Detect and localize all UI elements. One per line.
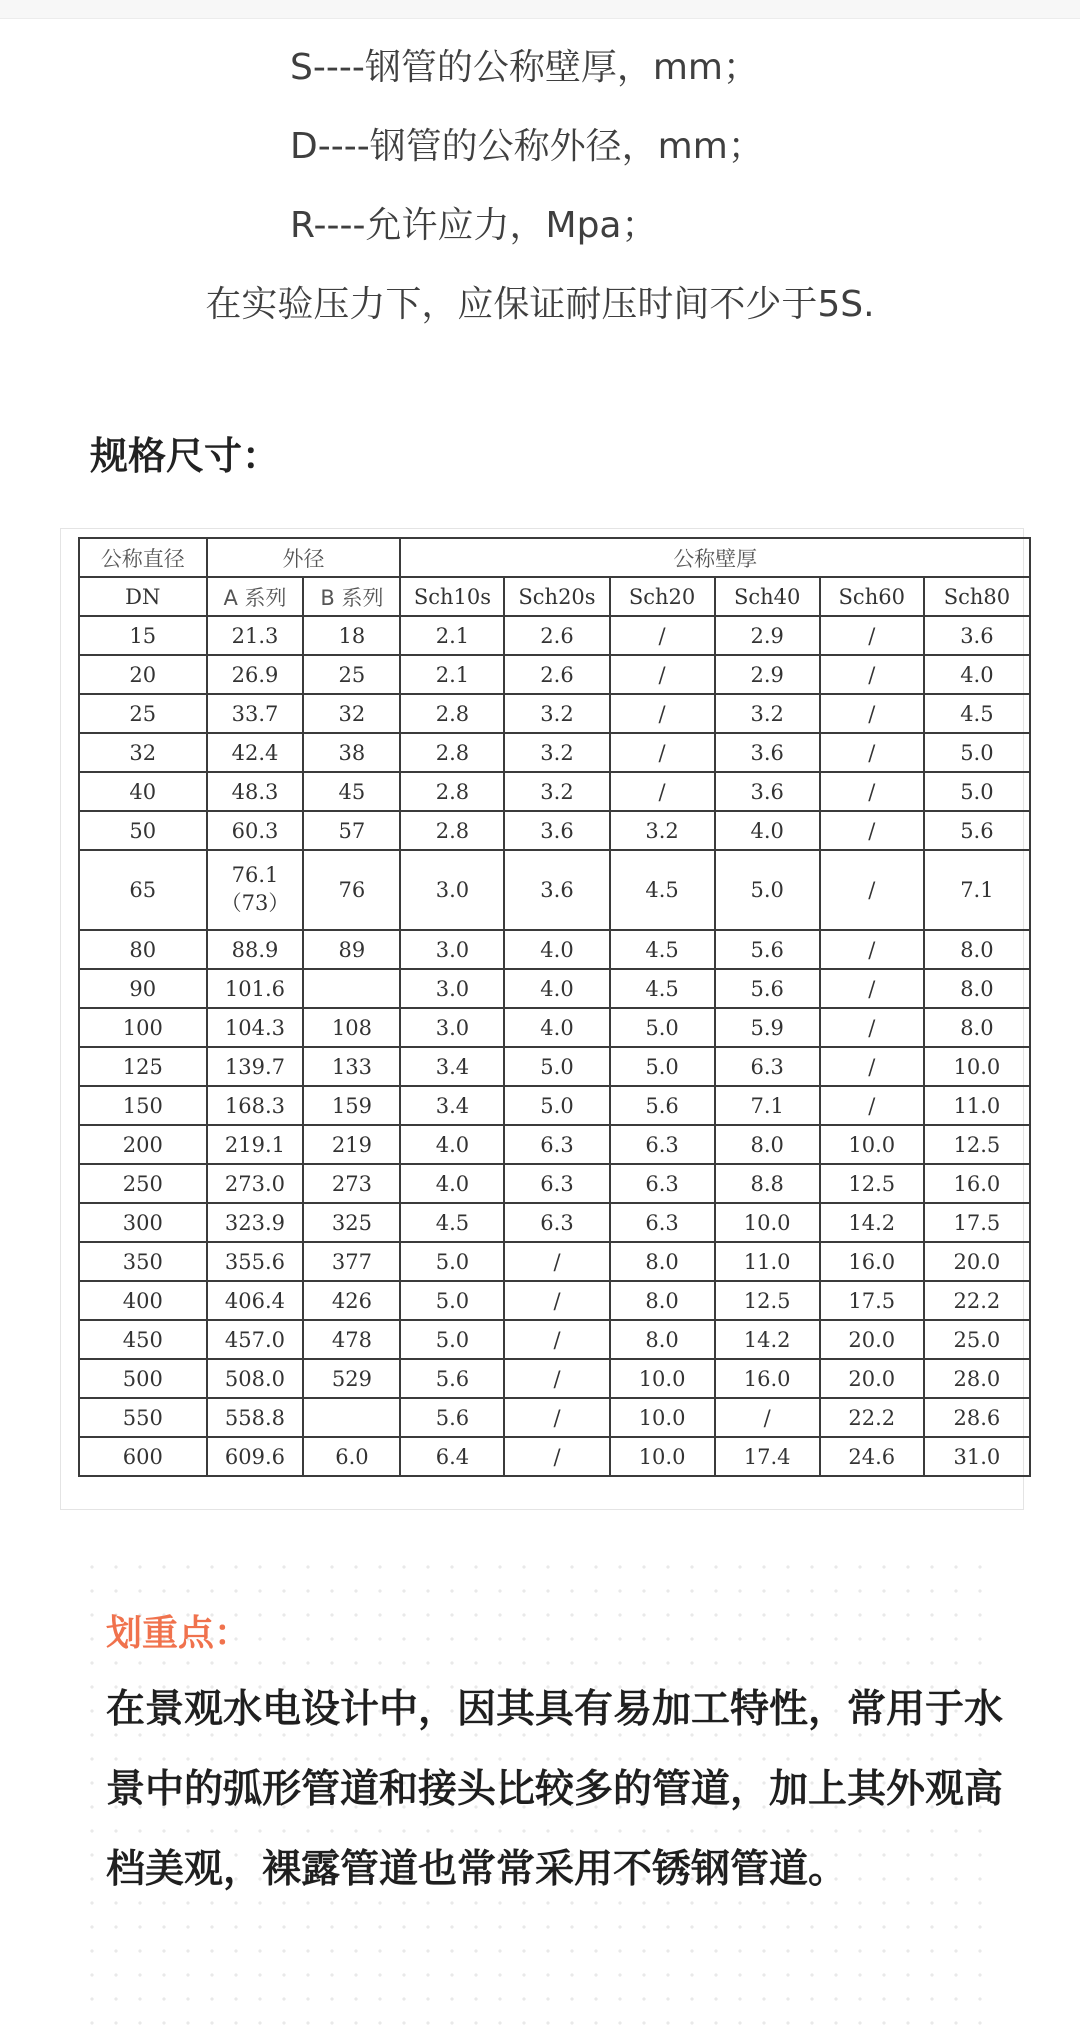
table-cell: 5.0	[400, 1320, 504, 1359]
table-cell: 3.6	[504, 811, 609, 850]
table-cell: 8.0	[924, 1008, 1030, 1047]
table-cell: 5.6	[610, 1086, 715, 1125]
table-cell: 2.8	[400, 772, 504, 811]
table-cell: 6.3	[610, 1203, 715, 1242]
table-cell: 10.0	[820, 1125, 924, 1164]
table-cell: 31.0	[924, 1437, 1030, 1476]
table-cell: 20.0	[820, 1320, 924, 1359]
table-cell: 609.6	[207, 1437, 304, 1476]
table-cell: 89	[303, 930, 400, 969]
table-cell: 5.9	[715, 1008, 820, 1047]
table-cell	[303, 969, 400, 1008]
table-cell: 273.0	[207, 1164, 304, 1203]
spec-table	[78, 537, 1031, 1477]
table-cell: 5.0	[924, 733, 1030, 772]
table-cell: 3.0	[400, 850, 504, 930]
table-cell: 8.0	[610, 1281, 715, 1320]
table-cell: 10.0	[610, 1398, 715, 1437]
definitions	[0, 28, 1080, 344]
table-cell: /	[820, 811, 924, 850]
table-row	[79, 969, 1030, 1008]
table-cell: 300	[79, 1203, 207, 1242]
table-row	[79, 1320, 1030, 1359]
table-cell: 16.0	[820, 1242, 924, 1281]
table-cell: 2.9	[715, 616, 820, 655]
table-cell: 8.0	[610, 1320, 715, 1359]
header-cell: Sch80	[924, 577, 1030, 616]
table-cell: 10.0	[610, 1437, 715, 1476]
table-cell: 478	[303, 1320, 400, 1359]
table-cell: /	[820, 850, 924, 930]
table-cell	[303, 1398, 400, 1437]
table-cell: 5.6	[924, 811, 1030, 850]
table-cell: /	[820, 616, 924, 655]
table-cell: 100	[79, 1008, 207, 1047]
table-cell: /	[820, 655, 924, 694]
table-cell: 2.6	[504, 655, 609, 694]
table-cell: 5.6	[400, 1398, 504, 1437]
table-cell: 6.3	[504, 1164, 609, 1203]
table-cell: 42.4	[207, 733, 304, 772]
header-cell: Sch10s	[400, 577, 504, 616]
table-cell: 22.2	[820, 1398, 924, 1437]
table-cell: 4.0	[715, 811, 820, 850]
table-cell: 8.0	[610, 1242, 715, 1281]
table-cell: /	[504, 1242, 609, 1281]
table-cell: /	[610, 733, 715, 772]
table-cell: 48.3	[207, 772, 304, 811]
table-cell: 4.5	[610, 969, 715, 1008]
table-cell: 558.8	[207, 1398, 304, 1437]
table-cell: 3.0	[400, 930, 504, 969]
table-cell: 5.0	[924, 772, 1030, 811]
table-cell: 28.6	[924, 1398, 1030, 1437]
header-od: 外径	[207, 538, 401, 577]
table-cell: 80	[79, 930, 207, 969]
table-cell: 25	[79, 694, 207, 733]
table-cell: 4.0	[400, 1164, 504, 1203]
table-cell: 4.0	[504, 969, 609, 1008]
table-row	[79, 1008, 1030, 1047]
table-cell: 12.5	[715, 1281, 820, 1320]
table-cell: 8.0	[924, 930, 1030, 969]
test-pressure-note: 在实验压力下，应保证耐压时间不少于5S.	[205, 284, 875, 325]
header-cell: Sch60	[820, 577, 924, 616]
table-cell: 76.1 （73）	[207, 850, 304, 930]
header-dn: 公称直径	[79, 538, 207, 577]
table-cell: 16.0	[924, 1164, 1030, 1203]
table-cell: 8.0	[715, 1125, 820, 1164]
table-cell: 17.5	[820, 1281, 924, 1320]
table-cell: 125	[79, 1047, 207, 1086]
table-cell: 4.5	[924, 694, 1030, 733]
table-row	[79, 1125, 1030, 1164]
table-row	[79, 1086, 1030, 1125]
table-cell: 20.0	[820, 1359, 924, 1398]
table-cell: 108	[303, 1008, 400, 1047]
table-cell: /	[820, 930, 924, 969]
table-cell: 355.6	[207, 1242, 304, 1281]
table-cell: 159	[303, 1086, 400, 1125]
table-cell: 20	[79, 655, 207, 694]
table-cell: 11.0	[924, 1086, 1030, 1125]
table-cell: 426	[303, 1281, 400, 1320]
spec-table-image	[60, 528, 1024, 1510]
table-cell: /	[504, 1437, 609, 1476]
table-cell: 50	[79, 811, 207, 850]
table-cell: 323.9	[207, 1203, 304, 1242]
table-cell: /	[610, 655, 715, 694]
table-cell: 11.0	[715, 1242, 820, 1281]
table-cell: 14.2	[820, 1203, 924, 1242]
table-cell: 4.0	[400, 1125, 504, 1164]
table-cell: 25.0	[924, 1320, 1030, 1359]
table-cell: 45	[303, 772, 400, 811]
table-cell: /	[820, 733, 924, 772]
table-cell: 7.1	[924, 850, 1030, 930]
table-cell: 350	[79, 1242, 207, 1281]
table-cell: 5.6	[400, 1359, 504, 1398]
table-cell: 5.0	[610, 1047, 715, 1086]
table-cell: 3.4	[400, 1047, 504, 1086]
table-cell: 3.0	[400, 969, 504, 1008]
table-cell: 10.0	[924, 1047, 1030, 1086]
table-cell: /	[820, 1086, 924, 1125]
table-cell: /	[715, 1398, 820, 1437]
table-cell: 17.4	[715, 1437, 820, 1476]
table-cell: 25	[303, 655, 400, 694]
header-row	[79, 577, 1030, 616]
table-cell: 6.3	[504, 1125, 609, 1164]
table-cell: 33.7	[207, 694, 304, 733]
top-bar	[0, 0, 1080, 19]
table-cell: 133	[303, 1047, 400, 1086]
table-cell: 22.2	[924, 1281, 1030, 1320]
table-row	[79, 1164, 1030, 1203]
table-cell: 3.6	[924, 616, 1030, 655]
header-cell: B 系列	[303, 577, 400, 616]
table-row	[79, 1203, 1030, 1242]
table-row	[79, 694, 1030, 733]
header-cell: Sch40	[715, 577, 820, 616]
table-cell: 16.0	[715, 1359, 820, 1398]
table-cell: 38	[303, 733, 400, 772]
table-cell: 26.9	[207, 655, 304, 694]
table-cell: 21.3	[207, 616, 304, 655]
table-cell: 4.5	[400, 1203, 504, 1242]
table-cell: 529	[303, 1359, 400, 1398]
table-cell: /	[820, 1008, 924, 1047]
table-cell: 32	[303, 694, 400, 733]
table-cell: 5.0	[400, 1242, 504, 1281]
highlight-box	[80, 1555, 1004, 2025]
table-cell: 8.8	[715, 1164, 820, 1203]
table-cell: 3.6	[715, 733, 820, 772]
table-cell: 5.6	[715, 930, 820, 969]
table-cell: 4.0	[504, 930, 609, 969]
table-cell: 5.0	[715, 850, 820, 930]
table-cell: 200	[79, 1125, 207, 1164]
table-cell: 3.2	[504, 733, 609, 772]
table-cell: 4.5	[610, 930, 715, 969]
table-cell: 5.6	[715, 969, 820, 1008]
table-cell: 2.1	[400, 616, 504, 655]
table-cell: 90	[79, 969, 207, 1008]
highlight-body: 在景观水电设计中，因其具有易加工特性，常用于水景中的弧形管道和接头比较多的管道，加上其外观高档美观，裸露管道也常常采用不锈钢管道。	[106, 1687, 1004, 1892]
table-cell: /	[504, 1281, 609, 1320]
table-cell: /	[504, 1398, 609, 1437]
table-cell: 219.1	[207, 1125, 304, 1164]
table-cell: 28.0	[924, 1359, 1030, 1398]
table-cell: /	[820, 969, 924, 1008]
header-cell: DN	[79, 577, 207, 616]
table-cell: 101.6	[207, 969, 304, 1008]
table-cell: 18	[303, 616, 400, 655]
definition-r: R----允许应力，Mpa；	[290, 205, 658, 246]
table-cell: 6.3	[610, 1125, 715, 1164]
table-cell: 5.0	[400, 1281, 504, 1320]
header-wall: 公称壁厚	[400, 538, 1030, 577]
table-cell: 600	[79, 1437, 207, 1476]
table-cell: 65	[79, 850, 207, 930]
table-cell: 3.2	[715, 694, 820, 733]
table-cell: 32	[79, 733, 207, 772]
table-cell: 500	[79, 1359, 207, 1398]
table-cell: 14.2	[715, 1320, 820, 1359]
table-cell: 250	[79, 1164, 207, 1203]
table-row	[79, 655, 1030, 694]
table-cell: 457.0	[207, 1320, 304, 1359]
table-cell: 5.0	[610, 1008, 715, 1047]
table-row	[79, 1398, 1030, 1437]
table-cell: 7.1	[715, 1086, 820, 1125]
table-row	[79, 1047, 1030, 1086]
table-cell: 450	[79, 1320, 207, 1359]
table-cell: 24.6	[820, 1437, 924, 1476]
table-cell: 6.3	[610, 1164, 715, 1203]
table-row	[79, 1437, 1030, 1476]
table-cell: 3.6	[715, 772, 820, 811]
table-cell: /	[820, 772, 924, 811]
table-cell: 508.0	[207, 1359, 304, 1398]
table-cell: 139.7	[207, 1047, 304, 1086]
table-row	[79, 1281, 1030, 1320]
table-cell: 6.4	[400, 1437, 504, 1476]
table-cell: 6.0	[303, 1437, 400, 1476]
table-cell: 3.2	[504, 772, 609, 811]
table-cell: 17.5	[924, 1203, 1030, 1242]
table-cell: 3.2	[504, 694, 609, 733]
table-cell: 219	[303, 1125, 400, 1164]
table-cell: 406.4	[207, 1281, 304, 1320]
table-cell: 10.0	[715, 1203, 820, 1242]
table-cell: /	[504, 1359, 609, 1398]
table-cell: 168.3	[207, 1086, 304, 1125]
definition-d: D----钢管的公称外径，mm；	[290, 126, 764, 167]
table-cell: 273	[303, 1164, 400, 1203]
table-cell: 15	[79, 616, 207, 655]
header-cell: Sch20	[610, 577, 715, 616]
table-row	[79, 616, 1030, 655]
table-row	[79, 1242, 1030, 1281]
table-cell: 60.3	[207, 811, 304, 850]
table-cell: 5.0	[504, 1086, 609, 1125]
table-cell: 325	[303, 1203, 400, 1242]
table-cell: 88.9	[207, 930, 304, 969]
table-cell: 2.6	[504, 616, 609, 655]
table-cell: /	[610, 772, 715, 811]
table-cell: /	[610, 694, 715, 733]
table-cell: 4.0	[504, 1008, 609, 1047]
table-cell: /	[504, 1320, 609, 1359]
table-cell: 2.8	[400, 694, 504, 733]
table-cell: /	[820, 694, 924, 733]
table-cell: 2.9	[715, 655, 820, 694]
table-row	[79, 772, 1030, 811]
table-cell: 3.4	[400, 1086, 504, 1125]
header-cell: A 系列	[207, 577, 304, 616]
table-row	[79, 850, 1030, 930]
table-cell: 20.0	[924, 1242, 1030, 1281]
table-cell: 377	[303, 1242, 400, 1281]
table-row	[79, 733, 1030, 772]
table-cell: 6.3	[504, 1203, 609, 1242]
table-cell: 400	[79, 1281, 207, 1320]
table-cell: 3.2	[610, 811, 715, 850]
header-cell: Sch20s	[504, 577, 609, 616]
table-cell: 12.5	[924, 1125, 1030, 1164]
table-cell: 2.1	[400, 655, 504, 694]
table-cell: /	[820, 1047, 924, 1086]
table-cell: 6.3	[715, 1047, 820, 1086]
table-cell: 3.6	[504, 850, 609, 930]
table-row	[79, 1359, 1030, 1398]
table-cell: 8.0	[924, 969, 1030, 1008]
table-cell: 550	[79, 1398, 207, 1437]
table-cell: 3.0	[400, 1008, 504, 1047]
section-title: 规格尺寸：	[90, 434, 281, 478]
table-cell: 12.5	[820, 1164, 924, 1203]
table-cell: 40	[79, 772, 207, 811]
table-cell: 150	[79, 1086, 207, 1125]
table-cell: 76	[303, 850, 400, 930]
table-cell: 10.0	[610, 1359, 715, 1398]
table-cell: 4.0	[924, 655, 1030, 694]
table-row	[79, 930, 1030, 969]
definition-s: S----钢管的公称壁厚，mm；	[290, 47, 759, 88]
table-cell: 2.8	[400, 811, 504, 850]
table-cell: 5.0	[504, 1047, 609, 1086]
highlight-title: 划重点：	[106, 1613, 251, 1654]
table-cell: 57	[303, 811, 400, 850]
table-row	[79, 811, 1030, 850]
table-cell: /	[610, 616, 715, 655]
table-cell: 2.8	[400, 733, 504, 772]
table-cell: 4.5	[610, 850, 715, 930]
table-cell: 104.3	[207, 1008, 304, 1047]
